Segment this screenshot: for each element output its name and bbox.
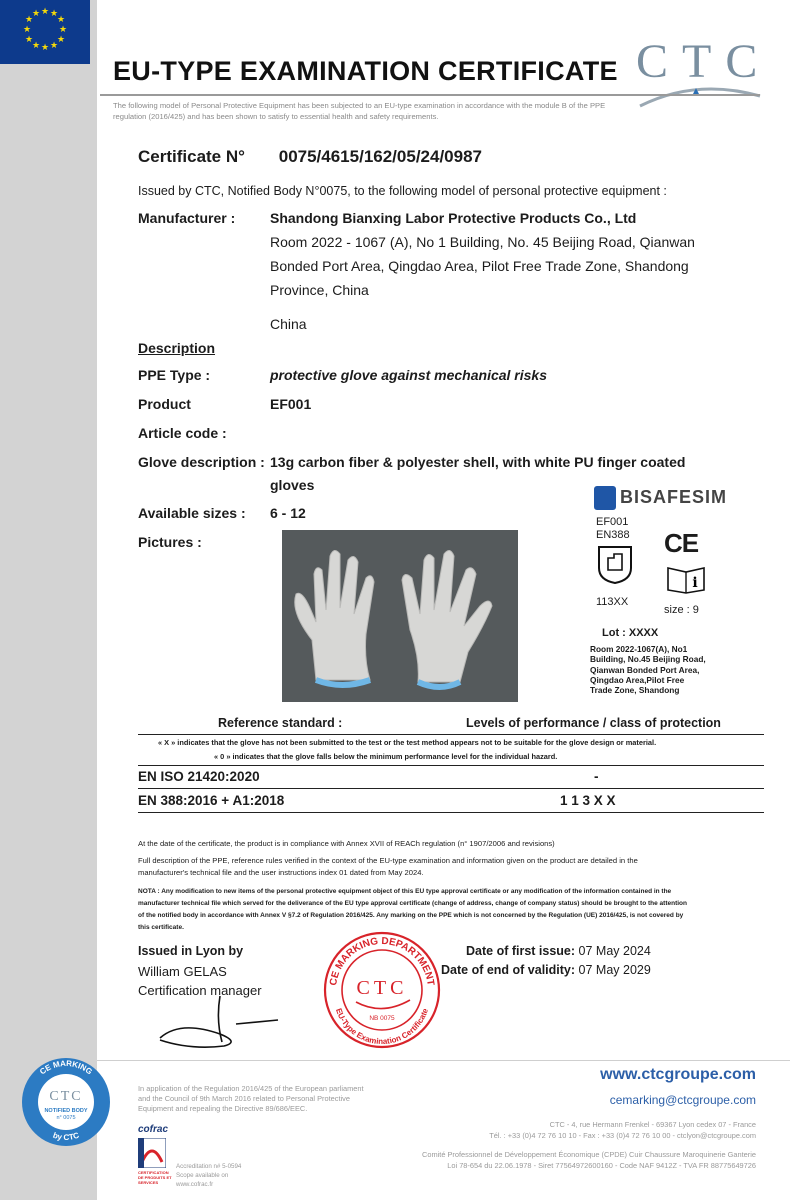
article-code-label: Article code : — [138, 425, 227, 441]
badge-center-text: CTC — [49, 1089, 83, 1104]
marking-size: size : 9 — [664, 604, 699, 616]
note-line: manufacturer's technical file and the user instructions index 01 dated from May 2024. — [138, 868, 424, 877]
glove-photo — [282, 530, 518, 702]
footer-line: Scope available on — [176, 1172, 229, 1179]
stamp-top-text: CE MARKING DEPARTMENT — [328, 935, 436, 987]
marking-model: EF001 — [596, 516, 629, 528]
brand-logo-icon — [594, 486, 616, 510]
document-title: EU-TYPE EXAMINATION CERTIFICATE — [113, 56, 618, 86]
cofrac-logo-icon — [138, 1138, 166, 1168]
logo-swoosh-icon — [636, 82, 764, 112]
brand-name: BISAFESIM — [620, 487, 728, 507]
ctc-logo — [636, 35, 772, 118]
table-note-x: « X » indicates that the glove has not been submitted to the test or the test method appears not to be suitable for the glove design or material. — [158, 738, 657, 747]
certificate-label: Certificate N° — [138, 147, 245, 166]
left-sidebar-band — [0, 0, 97, 1200]
footer-line: www.cofrac.fr — [176, 1181, 214, 1188]
available-sizes-label: Available sizes : — [138, 505, 246, 521]
marking-lot: Lot : XXXX — [602, 627, 659, 639]
cofrac-accreditation — [176, 1162, 241, 1189]
cofrac-subtitle: CERTIFICATION DE PRODUITS ET SERVICES — [138, 1170, 172, 1185]
badge-line2: n° 0075 — [56, 1115, 76, 1121]
manufacturer-country: China — [270, 316, 307, 332]
note-line: this certificate. — [138, 924, 184, 931]
footer-regulation-text — [138, 1084, 364, 1114]
first-issue-label: Date of first issue: — [466, 944, 576, 958]
svg-text:★: ★ — [22, 25, 32, 35]
svg-text:★: ★ — [31, 9, 41, 19]
validity-row — [441, 963, 651, 977]
badge-top-text: CE MARKING — [38, 1058, 94, 1077]
table-rule — [138, 812, 764, 813]
manufacturer-label: Manufacturer : — [138, 210, 236, 226]
header-subtitle: The following model of Personal Protective Equipment has been subjected to an EU-type examination in accordance with the module B of the PPE regulation (2016/425) and has been shown to satisfy to essential health and safety requirements. — [113, 101, 606, 121]
footer-email-link[interactable]: cemarking@ctcgroupe.com — [609, 1093, 756, 1107]
ce-mark-icon: CE — [664, 528, 699, 558]
issued-in-label: Issued in Lyon by — [138, 944, 244, 958]
table-note-0: « 0 » indicates that the glove falls below the minimum performance level for the individual hazard. — [214, 752, 558, 761]
marking-address — [590, 644, 706, 695]
description-heading: Description — [138, 340, 216, 356]
footer-address — [422, 1119, 756, 1171]
handwritten-signature — [150, 990, 290, 1055]
issued-by-text: Issued by CTC, Notified Body N°0075, to the following model of personal protective equipment : — [138, 184, 667, 198]
product-label: Product — [138, 396, 191, 412]
stamp-center-text: CTC — [356, 977, 408, 999]
eu-flag-icon — [0, 0, 90, 64]
svg-text:★: ★ — [40, 43, 50, 53]
svg-text:★: ★ — [24, 35, 34, 45]
ppe-type-label: PPE Type : — [138, 367, 211, 383]
full-description-note — [138, 855, 768, 879]
footer-line — [422, 1141, 756, 1149]
footer-divider — [97, 1060, 790, 1061]
signatory-role: Certification manager — [138, 983, 262, 998]
reach-compliance-note: At the date of the certificate, the product is in compliance with Annex XVII of REACh regulation (n° 1907/2006 and revisions) — [138, 839, 555, 848]
svg-text:★: ★ — [49, 41, 59, 51]
table-rule — [138, 765, 764, 766]
footer-line: and the Council of 9th March 2016 related to Personal Protective — [138, 1094, 350, 1103]
table-rule — [138, 788, 764, 789]
table-rule — [138, 734, 764, 735]
ppe-type-value: protective glove against mechanical risks — [270, 367, 548, 383]
ctc-logo-text: CTC — [636, 35, 772, 88]
manufacturer-address-line: Bonded Port Area, Qingdao Area, Pilot Free Trade Zone, Shandong — [270, 258, 689, 274]
footer-line: Comité Professionnel de Développement Économique (CPDE) Cuir Chaussure Maroquinerie Ganterie — [422, 1150, 756, 1159]
marking-address-line: Building, No.45 Beijing Road, — [590, 654, 706, 665]
marking-address-line: Room 2022-1067(A), No1 — [590, 644, 688, 654]
glove-description-label: Glove description : — [138, 454, 265, 470]
marking-address-line: Qingdao Area,Pilot Free — [590, 674, 685, 685]
footer-line: Loi 78-654 du 22.06.1978 - Siret 77564972600160 - Code NAF 9412Z - TVA FR 88775649726 — [447, 1161, 756, 1170]
badge-line1: NOTIFIED BODY — [44, 1108, 88, 1114]
table-row-level: 1 1 3 X X — [560, 793, 616, 808]
table-row-standard: EN ISO 21420:2020 — [138, 769, 260, 784]
info-booklet-icon — [666, 564, 706, 599]
table-row-level: - — [594, 769, 599, 784]
validity-label: Date of end of validity: — [441, 963, 576, 977]
stamp-nb-text: NB 0075 — [369, 1015, 395, 1022]
footer-line: In application of the Regulation 2016/425 of the European parliament — [138, 1084, 364, 1093]
note-line: manufacturer technical file which served for the deliverance of the EU type approval certificate (change of address, change of company status) should be brought to the attention — [138, 900, 687, 907]
stamp-bottom-text: EU-Type Examination Certificate — [333, 1007, 431, 1047]
certificate-number: 0075/4615/162/05/24/0987 — [278, 147, 482, 166]
svg-text:★: ★ — [24, 15, 34, 25]
notified-body-badge — [20, 1050, 112, 1156]
svg-text:★: ★ — [56, 15, 66, 25]
note-line: Full description of the PPE, reference rules verified in the context of the EU-type examination and information given on the product are detailed in the — [138, 856, 638, 865]
footer-line: Accreditation n# 5-0594 — [176, 1163, 242, 1170]
validity-date: 07 May 2029 — [578, 963, 651, 977]
marking-code: 113XX — [596, 596, 629, 608]
svg-text:★: ★ — [56, 35, 66, 45]
glove-description-line: gloves — [270, 477, 315, 493]
first-issue-date: 07 May 2024 — [578, 944, 651, 958]
table-header-levels: Levels of performance / class of protection — [466, 716, 721, 730]
header-divider — [100, 94, 760, 96]
manufacturer-address-line: Room 2022 - 1067 (A), No 1 Building, No. 45 Beijing Road, Qianwan — [270, 234, 695, 250]
footer-line: Tél. : +33 (0)4 72 76 10 10 - Fax : +33 (0)4 72 76 10 00 - ctclyon@ctcgroupe.com — [489, 1131, 756, 1140]
table-row-standard: EN 388:2016 + A1:2018 — [138, 793, 285, 808]
available-sizes-value: 6 - 12 — [270, 505, 306, 521]
nota-note — [138, 886, 768, 934]
glove-description-line: 13g carbon fiber & polyester shell, with white PU finger coated — [270, 454, 686, 470]
signatory-name: William GELAS — [138, 964, 227, 979]
svg-text:★: ★ — [49, 9, 59, 19]
certificate-number-row — [138, 147, 482, 167]
product-marking-label — [588, 484, 738, 710]
first-issue-row — [466, 944, 651, 958]
mechanical-risk-pictogram-icon — [596, 544, 634, 589]
svg-text:★: ★ — [40, 7, 50, 17]
pictures-label: Pictures : — [138, 534, 202, 550]
cofrac-logo-text: cofrac — [138, 1124, 169, 1135]
note-line: NOTA : Any modification to new items of the personal protective equipment object of this EU type approval certificate or any modification of the information contained in the — [138, 888, 672, 895]
ce-marking-department-stamp — [322, 930, 442, 1050]
footer-website-link[interactable]: www.ctcgroupe.com — [600, 1066, 756, 1083]
svg-text:★: ★ — [58, 25, 68, 35]
svg-text:★: ★ — [31, 41, 41, 51]
manufacturer-name: Shandong Bianxing Labor Protective Products Co., Ltd — [270, 210, 637, 226]
marking-address-line: Trade Zone, Shandong — [590, 685, 680, 696]
manufacturer-address-line: Province, China — [270, 282, 369, 298]
footer-line: Equipment and repealing the Directive 89/686/EEC. — [138, 1104, 308, 1113]
svg-text:i: i — [692, 575, 698, 591]
note-line: of the notified body in accordance with Annex V §7.2 of Regulation 2016/425. Any marking on the PPE which is not concerned by the Regulation (UE) 2016/425, is not covered by — [138, 912, 684, 919]
footer-line: CTC - 4, rue Hermann Frenkel - 69367 Lyon cedex 07 - France — [549, 1120, 756, 1129]
marking-standard: EN388 — [596, 529, 630, 541]
badge-bottom-text: by CTC — [51, 1130, 81, 1143]
marking-address-line: Qianwan Bonded Port Area, — [590, 664, 700, 675]
product-value: EF001 — [270, 396, 312, 412]
table-header-standard: Reference standard : — [218, 716, 343, 730]
